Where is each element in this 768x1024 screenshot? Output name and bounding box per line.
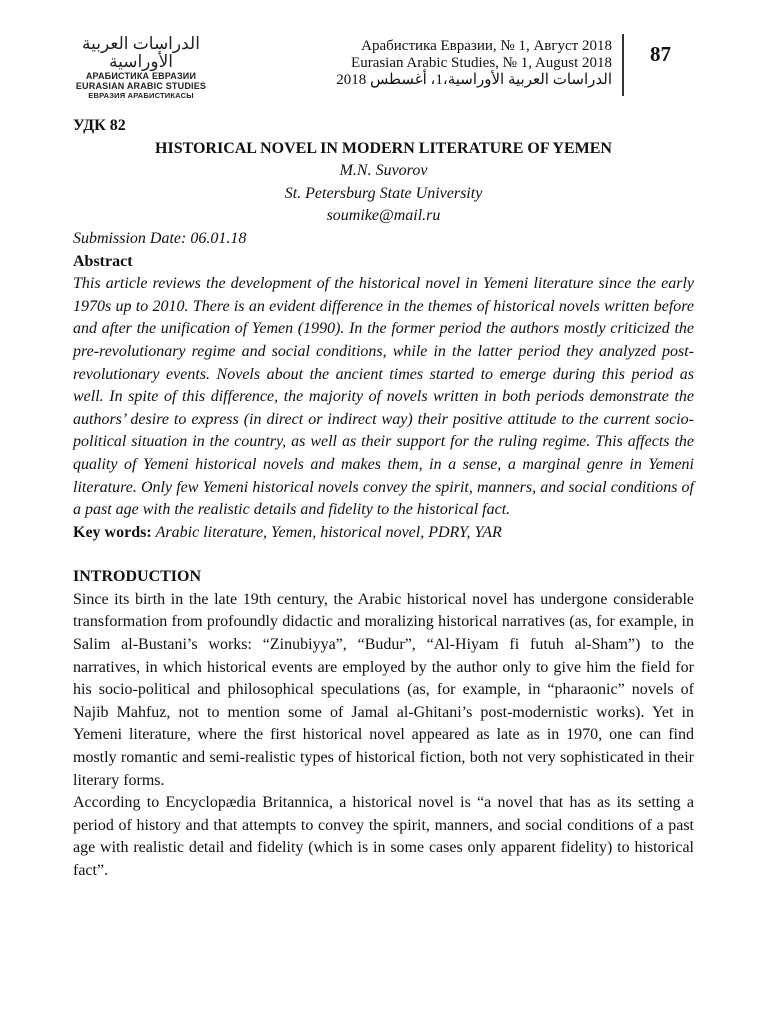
introduction-paragraph-2: According to Encyclopædia Britannica, a historical novel is “a novel that has as its setting a period of history and that attempts to convey the spirit, manners, and social conditions of a past age with realistic detail and fidelity (which is in some cases only apparent fidelity) to historical fact”. [73, 794, 694, 879]
article-body [73, 115, 694, 883]
keywords [73, 522, 694, 545]
submission-date: Submission Date: 06.01.18 [73, 229, 247, 247]
journal-line-ru: Арабистика Евразии, № 1, Август 2018 [361, 38, 612, 54]
journal-line-ar: الدراسات العربية الأوراسية،1، أغسطس 2018 [336, 72, 612, 88]
article-title: HISTORICAL NOVEL IN MODERN LITERATURE OF YEMEN [155, 139, 612, 157]
journal-info [336, 38, 612, 89]
keywords-label: Key words: [73, 523, 152, 541]
introduction-heading: INTRODUCTION [73, 568, 202, 586]
author-name: M.N. Suvorov [339, 162, 428, 180]
udk-code: УДК 82 [73, 117, 126, 134]
logo-kazakh-text: ЕВРАЗИЯ АРАБИСТИКАСЫ [88, 91, 194, 100]
page-number: 87 [650, 42, 671, 66]
journal-line-en: Eurasian Arabic Studies, № 1, August 2018 [351, 55, 612, 71]
logo-english-text: EURASIAN ARABIC STUDIES [75, 81, 207, 91]
logo-russian-text: АРАБИСТИКА ЕВРАЗИИ [85, 71, 197, 81]
introduction-paragraph-1: Since its birth in the late 19th century, the Arabic historical novel has undergone considerable transformation from profoundly didactic and moralizing historical narratives (as, for example, in Salim al-Bustani’s works: “Zinubiyya”, “Budur”, “Al-Hiyam fi futuh al-Sham”) to the narratives, in which historical events are employed by the author only to give him the field for his socio-political and philosophical speculations (as, for example, in “pharaonic” novels of Najib Mahfuz, not to mention some of Jamal al-Ghitani’s post-modernistic works). Yet in Yemeni literature, where the first historical novel appeared as late as in 1970, one can find mostly romantic and semi-realistic types of historical fiction, both not very sophisticated in their literary forms. [73, 590, 694, 789]
abstract-heading: Abstract [73, 252, 133, 270]
journal-logo [66, 35, 216, 100]
keywords-list: Arabic literature, Yemen, historical novel, PDRY, YAR [155, 523, 502, 541]
author-email: soumike@mail.ru [326, 207, 441, 225]
header-divider [622, 34, 624, 96]
abstract-text: This article reviews the development of the historical novel in Yemeni literature since the early 1970s up to 2010. There is an evident difference in the themes of historical novels written before and after the unification of Yemen (1990). In the former period the authors mostly criticized the pre-revolutionary regime and social conditions, while in the latter period they analyzed post-revolutionary events. Novels about the ancient times started to emerge during this period as well. In spite of this difference, the majority of novels written in both periods demonstrate the authors’ desire to express (in direct or indirect way) their positive attitude to the current socio-political situation in the country, as well as their support for the ruling regime. This affects the quality of Yemeni historical novels and makes them, in a sense, a marginal genre in Yemeni literature. Only few Yemeni historical novels convey the spirit, manners, and social conditions of a past age with the realistic details and fidelity to the historical fact. [73, 275, 694, 519]
logo-arabic-text: الدراسات العربية الأوراسية [82, 34, 200, 71]
author-affiliation: St. Petersburg State University [284, 184, 483, 202]
page-header [0, 0, 768, 100]
